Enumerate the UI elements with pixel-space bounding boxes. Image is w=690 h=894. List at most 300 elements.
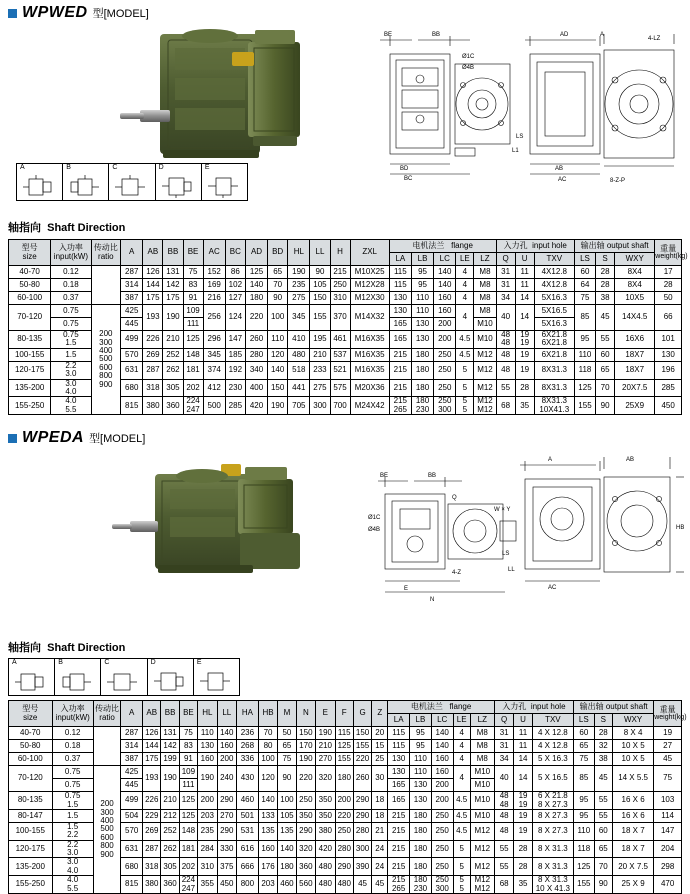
cell: 55 (496, 379, 515, 397)
cell-power: 2.2 3.0 (51, 361, 91, 379)
cell: 86 (225, 266, 245, 279)
th2-S: S (594, 714, 612, 727)
cell-power: 2.2 3.0 (52, 840, 93, 858)
th2-E: E (316, 701, 335, 727)
cell: 6X21.8 6X21.8 (534, 331, 574, 349)
cell: 130 (389, 305, 411, 318)
cell: 215 (389, 348, 411, 361)
cell: 115 (335, 727, 353, 740)
cell: 18 X 7 (612, 840, 653, 858)
engineering-drawing-front (380, 36, 510, 174)
cell: 55 (494, 858, 513, 876)
cell: 18X7 (615, 348, 655, 361)
cell: 130 (411, 318, 433, 331)
drawing-labels-2 (368, 473, 515, 603)
cell: M12X28 (350, 279, 389, 292)
cell-size: 70-120 (9, 305, 51, 331)
cell: 480 (316, 876, 335, 894)
cell: 180 230 (410, 876, 432, 894)
cell: 290 (353, 809, 371, 822)
shaft-icon-b-2 (58, 668, 98, 694)
cell: 680 (121, 379, 143, 397)
cell: 220 (245, 305, 267, 331)
cell: 202 (179, 858, 197, 876)
cell: 4 (453, 753, 470, 766)
svg-text:AC: AC (548, 585, 557, 592)
cell: 252 (163, 348, 183, 361)
cell: 5X16.5 (534, 305, 574, 318)
svg-text:Ø4B: Ø4B (368, 527, 381, 534)
cell: 215 (389, 361, 411, 379)
cell: 130 (411, 331, 433, 349)
cell: 16X6 (615, 331, 655, 349)
cell-weight: 103 (654, 792, 682, 810)
cell: 430 (237, 766, 259, 792)
cell: 130 (410, 792, 432, 810)
cell-size: 155-250 (9, 876, 53, 894)
cell: 4X12.8 (534, 266, 574, 279)
cell: 130 (389, 292, 411, 305)
th-Q: Q (496, 253, 515, 266)
shaft-cell-label: E (196, 659, 202, 667)
cell: 19 (515, 361, 534, 379)
th-U: U (515, 253, 534, 266)
th-power: 入功率 input(kW) (51, 240, 91, 266)
cell: 125 (574, 858, 595, 876)
cell: 60 (594, 822, 612, 840)
shaft-cell-d-2 (148, 659, 194, 695)
cell: 425 (121, 766, 143, 779)
cell: 180 (411, 348, 433, 361)
cell: 115 (388, 740, 410, 753)
cell: 229 (143, 809, 161, 822)
cell: 20 (372, 727, 388, 740)
cell: 8 X 31.3 (532, 840, 573, 858)
cell: 45 (372, 876, 388, 894)
cell: 127 (225, 292, 245, 305)
cell-weight: 298 (654, 858, 682, 876)
cell: M10 (470, 809, 494, 822)
cell: 28 (596, 266, 615, 279)
cell: 160 (434, 292, 456, 305)
cell: 233 (310, 361, 330, 379)
cell: 125 (183, 331, 203, 349)
cell-size: 80-135 (9, 331, 51, 349)
cell: 314 (121, 279, 143, 292)
cell-power: 3.0 4.0 (51, 379, 91, 397)
cell: 250 (431, 840, 453, 858)
cell-weight: 285 (655, 379, 682, 397)
cell: 38 (594, 753, 612, 766)
cell: 193 (143, 305, 163, 331)
shaft-cell-e-2 (194, 659, 239, 695)
cell: 148 (183, 348, 203, 361)
th2-F: F (335, 701, 353, 727)
svg-text:N: N (430, 597, 435, 604)
th-H: H (330, 240, 350, 266)
svg-text:BB: BB (432, 32, 441, 38)
cell-power: 0.75 1.5 (52, 792, 93, 810)
cell: 95 (574, 331, 595, 349)
cell: 192 (225, 361, 245, 379)
cell-weight: 27 (654, 740, 682, 753)
cell: 215 (388, 840, 410, 858)
cell: 20X7.5 (615, 379, 655, 397)
cell: 226 (143, 792, 161, 810)
cell: 45 (353, 876, 371, 894)
shaft-direction-cn-1: 轴指向 (8, 222, 41, 234)
svg-text:A: A (548, 457, 553, 464)
cell: 310 (198, 858, 217, 876)
shaft-cell-label: E (204, 164, 210, 171)
table-row (9, 305, 682, 318)
shaft-icon-a-2 (12, 668, 52, 694)
svg-text:L1: L1 (512, 148, 519, 154)
cell-power: 1.5 (51, 348, 91, 361)
th2-LE: LE (453, 714, 470, 727)
cell: 4.5 (456, 331, 474, 349)
cell: 202 (183, 379, 203, 397)
cell: 8X4 (615, 266, 655, 279)
shaft-cell-label: C (112, 164, 118, 171)
cell: 75 (179, 727, 197, 740)
cell-power: 0.37 (51, 292, 91, 305)
cell: 340 (245, 361, 267, 379)
cell: 631 (121, 361, 143, 379)
cell: 25X9 (615, 397, 655, 415)
cell: 287 (143, 361, 163, 379)
th2-flange-group: 电机法兰 flange (388, 701, 495, 714)
cell: 226 (143, 331, 163, 349)
cell-weight: 17 (655, 266, 682, 279)
cell-size: 80-147 (9, 809, 53, 822)
cell-power: 4.0 5.5 (52, 876, 93, 894)
cell: 8 X 31.3 10 X 41.3 (532, 876, 573, 894)
cell: 285 (225, 397, 245, 415)
cell: M10 (470, 792, 494, 810)
cell: M12 (470, 840, 494, 858)
cell: 815 (121, 876, 143, 894)
cell: 220 (296, 766, 315, 792)
title-wpwed (0, 0, 690, 24)
th2-BB: BB (161, 701, 179, 727)
cell: M10X25 (350, 266, 389, 279)
shaft-icon-b (66, 173, 106, 199)
shaft-direction-cn-2: 轴指向 (8, 642, 41, 655)
cell-power: 3.0 4.0 (52, 858, 93, 876)
cell: 169 (203, 279, 225, 292)
product-photo-wpeda (112, 464, 300, 573)
engineering-drawing-side-2 (520, 457, 684, 581)
cell: 144 (143, 279, 163, 292)
th-S: S (596, 253, 615, 266)
cell: 8 X 27.3 (532, 822, 573, 840)
th2-M: M (278, 701, 296, 727)
cell: 185 (225, 348, 245, 361)
th-LE: LE (456, 253, 474, 266)
cell: 5 X 16.5 (532, 766, 573, 792)
cell: 5X16.3 (534, 292, 574, 305)
svg-text:BD: BD (400, 166, 409, 172)
th-LC: LC (434, 253, 456, 266)
shaft-cell-a-1 (17, 164, 63, 200)
cell: 10X5 (615, 292, 655, 305)
section-wpwed (0, 0, 690, 415)
cell: 290 (217, 822, 236, 840)
cell-weight: 130 (655, 348, 682, 361)
shaft-icon-d-2 (150, 668, 190, 694)
cell: 155 (310, 305, 330, 331)
shaft-icon-c-2 (104, 668, 144, 694)
cell: 165 (388, 779, 410, 792)
shaft-icon-c (112, 173, 152, 199)
cell: M14X32 (350, 305, 389, 331)
cell: 412 (203, 379, 225, 397)
cell: 85 (574, 305, 595, 331)
cell: 5 (453, 858, 470, 876)
cell: 40 (496, 305, 515, 331)
cell: 180 (411, 379, 433, 397)
cell: M12 (474, 361, 496, 379)
cell: 8X31.3 (534, 361, 574, 379)
th-LZ: LZ (474, 253, 496, 266)
cell: 270 (316, 753, 335, 766)
th-BB: BB (163, 240, 183, 266)
cell: 130 (388, 753, 410, 766)
cell: 64 (574, 279, 595, 292)
cell: 260 (353, 766, 371, 792)
cell: 105 (310, 279, 330, 292)
cell: 345 (288, 305, 310, 331)
cell: 60 (574, 266, 595, 279)
shaft-direction-label-1 (0, 219, 690, 235)
cell: 4 (456, 305, 474, 331)
cell: 181 (183, 361, 203, 379)
cell-size: 120-175 (9, 840, 53, 858)
cell: 8 X 4 (612, 727, 653, 740)
cell-ratio-stack: 200 300 400 500 600 800 900 (91, 305, 121, 415)
svg-text:Q: Q (452, 495, 457, 502)
cell: 100 (278, 792, 296, 810)
shaft-cell-a-2 (9, 659, 55, 695)
cell: 575 (330, 379, 350, 397)
cell: 75 (574, 292, 595, 305)
cell: 400 (245, 379, 267, 397)
cell: M16X35 (350, 348, 389, 361)
cell: 48 (494, 809, 513, 822)
cell: 6 X 21.8 8 X 27.3 (532, 792, 573, 810)
cell-ratio-blank (91, 266, 121, 305)
cell: 142 (163, 279, 183, 292)
th2-Z: Z (372, 701, 388, 727)
cell: 215 265 (389, 397, 411, 415)
cell: 320 (296, 840, 315, 858)
cell: 210 (310, 348, 330, 361)
cell: 55 (594, 809, 612, 822)
cell: 160 (431, 753, 453, 766)
cell: 250 (330, 279, 350, 292)
table-row (9, 766, 682, 779)
cell: 5 (453, 840, 470, 858)
title-bullet-icon (8, 9, 17, 18)
cell: 180 (411, 361, 433, 379)
cell: 45 (596, 305, 615, 331)
svg-text:Ø1C: Ø1C (462, 54, 475, 60)
cell-size: 135-200 (9, 379, 51, 397)
cell: 350 (316, 809, 335, 822)
cell-weight: 204 (654, 840, 682, 858)
cell: 90 (268, 292, 288, 305)
cell: 91 (183, 292, 203, 305)
cell: 200 (335, 792, 353, 810)
cell: 100 (258, 753, 277, 766)
cell: 48 (496, 348, 515, 361)
cell: M12X30 (350, 292, 389, 305)
cell: 16 X 6 (612, 809, 653, 822)
cell: 110 (411, 292, 433, 305)
cell: 34 (496, 292, 515, 305)
cell-power: 0.12 (51, 266, 91, 279)
cell: 4.5 (453, 822, 470, 840)
cell: 4 X 12.8 (532, 740, 573, 753)
cell: 220 (335, 809, 353, 822)
cell: 180 (410, 822, 432, 840)
cell: 180 (410, 858, 432, 876)
cell: M12 (474, 379, 496, 397)
cell: 115 (388, 727, 410, 740)
cell: 125 (245, 266, 267, 279)
th-inhole-group: 入力孔 input hole (496, 240, 574, 253)
cell-weight: 470 (654, 876, 682, 894)
th2-inhole-group: 入力孔 input hole (494, 701, 573, 714)
cell: 305 (163, 379, 183, 397)
cell: 11 (514, 740, 532, 753)
cell: 570 (121, 822, 143, 840)
cell: 4.5 (456, 348, 474, 361)
cell: 65 (596, 361, 615, 379)
cell: 90 (310, 266, 330, 279)
shaft-cell-label: A (20, 164, 25, 171)
th2-ratio: 传动比 ratio (93, 701, 121, 727)
cell-size: 100-155 (9, 822, 53, 840)
shaft-cell-b-2 (55, 659, 101, 695)
cell-power: 1.5 (52, 809, 93, 822)
cell-weight: 28 (655, 279, 682, 292)
cell: 140 (278, 840, 296, 858)
shaft-icon-e (204, 173, 244, 199)
cell: 501 (237, 809, 259, 822)
cell: 160 (198, 753, 217, 766)
cell: 180 (245, 292, 267, 305)
cell: 631 (121, 840, 143, 858)
cell: 235 (288, 279, 310, 292)
cell: 240 (217, 766, 236, 792)
th2-G: G (353, 701, 371, 727)
cell: 531 (237, 822, 259, 840)
cell: 250 (431, 858, 453, 876)
cell: 70 (594, 858, 612, 876)
th-LA: LA (389, 253, 411, 266)
cell: 700 (330, 397, 350, 415)
cell-weight: 114 (654, 809, 682, 822)
cell: 360 (163, 397, 183, 415)
cell: 269 (143, 348, 163, 361)
cell: 6X21.8 (534, 348, 574, 361)
cell: 105 (278, 809, 296, 822)
th2-Q: Q (494, 714, 513, 727)
cell: 18X7 (615, 361, 655, 379)
cell: 34 (494, 753, 513, 766)
cell: 387 (121, 292, 143, 305)
cell: M12 (470, 858, 494, 876)
cell: 19 19 (515, 331, 534, 349)
cell: 100 (268, 305, 288, 331)
cell: 480 (335, 876, 353, 894)
cell: 65 (594, 840, 612, 858)
cell: 110 (574, 822, 595, 840)
cell: M10 (474, 331, 496, 349)
cell: 11 (514, 727, 532, 740)
cell-weight: 101 (655, 331, 682, 349)
cell: M16X35 (350, 331, 389, 349)
svg-text:A: A (600, 32, 605, 38)
cell: 4X12.8 (534, 279, 574, 292)
cell: 450 (217, 876, 236, 894)
cell: 130 (410, 779, 432, 792)
cell: 19 (514, 809, 532, 822)
th2-LA: LA (388, 714, 410, 727)
model-name-2: WPEDA (22, 429, 85, 447)
cell: 215 (389, 379, 411, 397)
cell: 216 (203, 292, 225, 305)
cell: 250 300 (434, 397, 456, 415)
cell: 176 (258, 858, 277, 876)
cell: 126 (143, 727, 161, 740)
cell: 310 (330, 292, 350, 305)
cell: M8 (470, 727, 494, 740)
cell: 95 (411, 279, 433, 292)
cell: 111 (183, 318, 203, 331)
cell: 140 (258, 792, 277, 810)
cell: 521 (330, 361, 350, 379)
cell: 83 (179, 740, 197, 753)
cell: 68 (494, 876, 513, 894)
cell: 45 (594, 766, 612, 792)
cell: 375 (217, 858, 236, 876)
cell-power: 0.75 (52, 779, 93, 792)
cell-size: 100-155 (9, 348, 51, 361)
cell: 318 (143, 858, 161, 876)
cell: 270 (217, 809, 236, 822)
cell: 135 (258, 822, 277, 840)
th-AB: AB (143, 240, 163, 266)
cell: 203 (258, 876, 277, 894)
cell: 215 (388, 809, 410, 822)
cell: 280 (353, 822, 371, 840)
cell: 10 X 5 (612, 740, 653, 753)
cell: 65 (278, 740, 296, 753)
cell: 109 (183, 305, 203, 318)
cell: 203 (198, 809, 217, 822)
cell: 287 (121, 727, 143, 740)
cell: 155 (574, 876, 595, 894)
cell: 18 (372, 809, 388, 822)
drawing-svg-wpeda (0, 449, 690, 639)
cell: 19 (515, 348, 534, 361)
cell: 140 (217, 727, 236, 740)
cell: 91 (179, 753, 197, 766)
svg-text:Ø4B: Ø4B (462, 65, 475, 71)
